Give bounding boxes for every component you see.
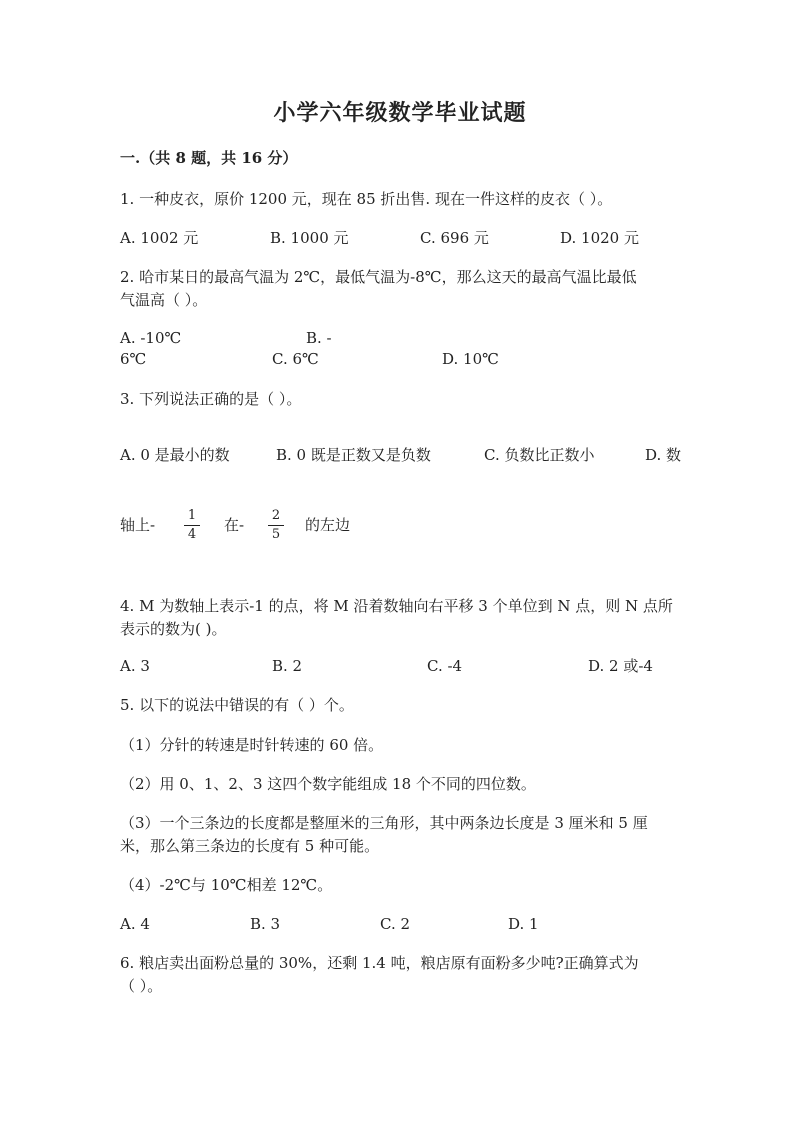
question-3-option-a: A. 0 是最小的数 [120, 446, 230, 464]
question-5-option-d: D. 1 [508, 915, 539, 933]
question-2-option-c: C. 6℃ [272, 350, 319, 368]
question-1-option-d: D. 1020 元 [560, 229, 639, 247]
question-4-option-a: A. 3 [120, 657, 150, 675]
question-3-option-d-prefix: 轴上- [120, 516, 156, 534]
question-3-option-c: C. 负数比正数小 [484, 446, 595, 464]
fraction-bar [184, 525, 200, 526]
question-1-option-a: A. 1002 元 [120, 229, 199, 247]
question-4-option-d: D. 2 或-4 [588, 657, 653, 675]
question-2-line-1: 2. 哈市某日的最高气温为 2℃，最低气温为-8℃，那么这天的最高气温比最低 [120, 268, 637, 286]
question-1-option-b: B. 1000 元 [270, 229, 349, 247]
question-5-statement-3-line-1: （3）一个三条边的长度都是整厘米的三角形，其中两条边长度是 3 厘米和 5 厘 [120, 814, 648, 832]
question-2-line-2: 气温高（ ）。 [120, 291, 208, 309]
question-5-option-c: C. 2 [380, 915, 411, 933]
question-5-statement-3-line-2: 米，那么第三条边的长度有 5 种可能。 [120, 837, 380, 855]
question-3-option-d: D. 数 [645, 446, 682, 464]
question-2-option-a: A. -10℃ [120, 329, 182, 347]
fraction-denominator: 4 [187, 527, 197, 542]
fraction-denominator: 5 [271, 527, 281, 542]
question-4-line-1: 4. M 为数轴上表示-1 的点，将 M 沿着数轴向右平移 3 个单位到 N 点，则 N 点所 [120, 597, 673, 615]
question-2-option-b-wrap: 6℃ [120, 350, 147, 368]
fraction-bar [268, 525, 284, 526]
question-2-option-d: D. 10℃ [442, 350, 499, 368]
question-6-line-1: 6. 粮店卖出面粉总量的 30%，还剩 1.4 吨，粮店原有面粉多少吨?正确算式为 [120, 954, 639, 972]
question-4-line-2: 表示的数为( )。 [120, 620, 227, 638]
section-heading: 一.（共 8 题，共 16 分） [120, 149, 298, 167]
question-5-text: 5. 以下的说法中错误的有（ ）个。 [120, 696, 354, 714]
question-5-option-b: B. 3 [250, 915, 281, 933]
question-3-option-d-mid: 在- [224, 516, 245, 534]
question-5-statement-2: （2）用 0、1、2、3 这四个数字能组成 18 个不同的四位数。 [120, 775, 536, 793]
question-3-text: 3. 下列说法正确的是（ ）。 [120, 390, 302, 408]
question-1-text: 1. 一种皮衣，原价 1200 元，现在 85 折出售. 现在一件这样的皮衣（ ）。 [120, 190, 613, 208]
question-5-statement-4: （4）-2℃与 10℃相差 12℃。 [120, 876, 333, 894]
question-3-option-d-suffix: 的左边 [305, 516, 351, 534]
question-3-option-b: B. 0 既是正数又是负数 [276, 446, 431, 464]
question-5-statement-1: （1）分针的转速是时针转速的 60 倍。 [120, 736, 384, 754]
question-5-option-a: A. 4 [120, 915, 150, 933]
question-6-line-2: （ ）。 [120, 977, 163, 995]
fraction-numerator: 1 [187, 508, 197, 523]
fraction-numerator: 2 [271, 508, 281, 523]
question-1-option-c: C. 696 元 [420, 229, 489, 247]
page-title: 小学六年级数学毕业试题 [273, 100, 527, 126]
fraction-two-fifths [268, 508, 284, 543]
question-2-option-b: B. - [306, 329, 332, 347]
fraction-one-quarter [184, 508, 200, 543]
question-4-option-c: C. -4 [427, 657, 463, 675]
question-4-option-b: B. 2 [272, 657, 303, 675]
